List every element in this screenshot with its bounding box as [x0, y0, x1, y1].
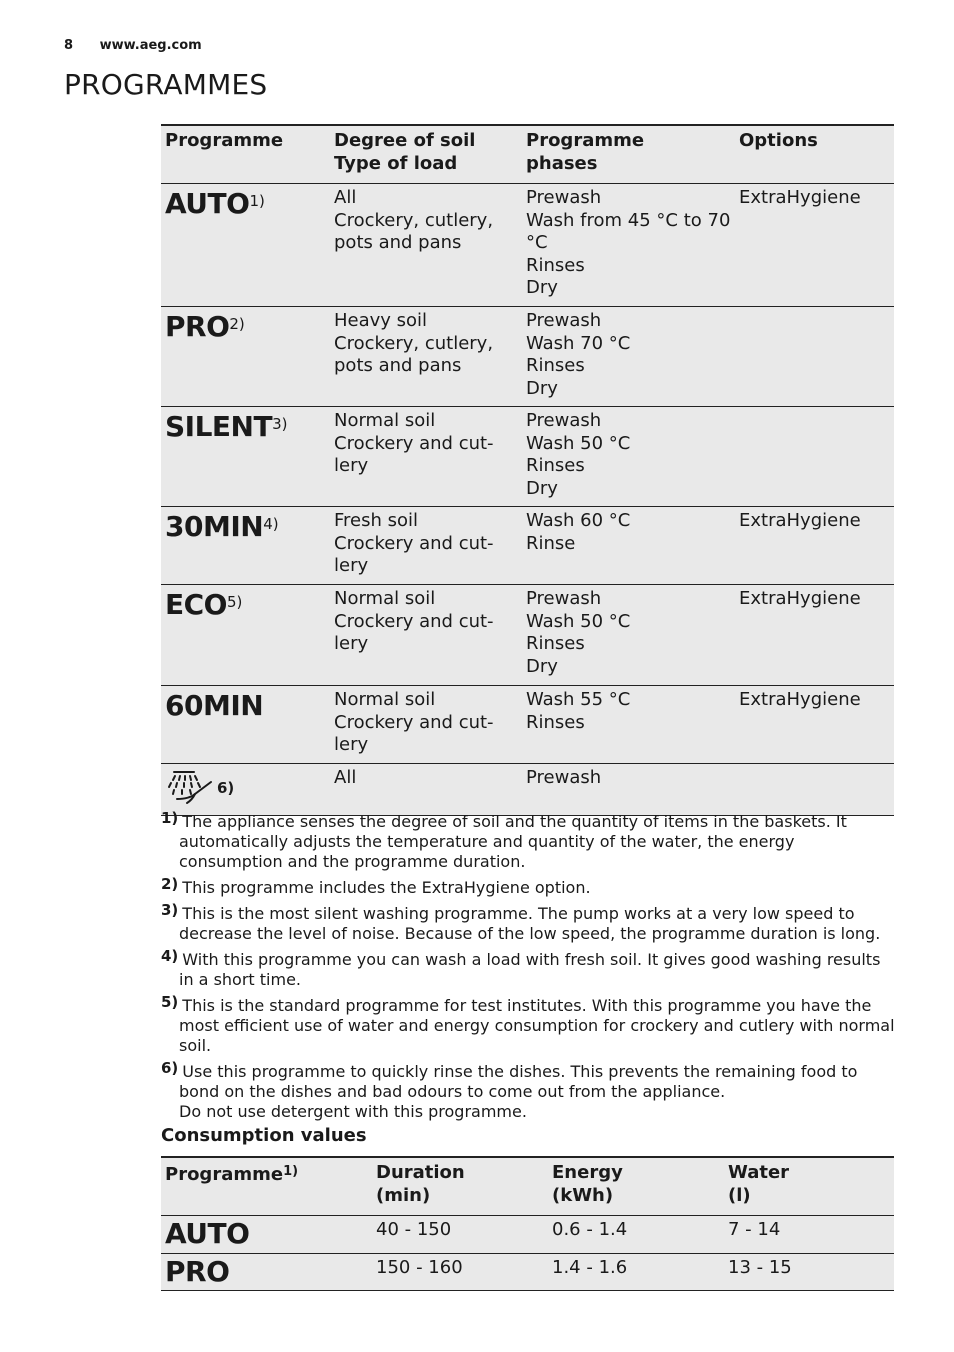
- options-cell: [735, 407, 894, 507]
- options-cell: [735, 764, 894, 816]
- col-header-programme: Programme$^{1)}$: [165, 1164, 299, 1185]
- water-cell: 7 - 14: [728, 1219, 781, 1240]
- options-cell: ExtraHygiene: [739, 187, 861, 208]
- programme-name: PRO$^{2)}$: [165, 310, 245, 343]
- table-row: [161, 307, 894, 407]
- footnote: 2) This programme includes the ExtraHygiene option.: [161, 875, 591, 897]
- table-row: [161, 686, 894, 764]
- energy-cell: 0.6 - 1.4: [552, 1219, 628, 1240]
- col-header-soil: Degree of soil Type of load: [334, 130, 476, 174]
- col-header-programme: Programme: [165, 130, 284, 151]
- programme-name: ECO$^{5)}$: [165, 588, 243, 621]
- consumption-table: [161, 1156, 894, 1291]
- options-cell: ExtraHygiene: [739, 510, 861, 531]
- page-header: [64, 38, 202, 53]
- duration-cell: 40 - 150: [376, 1219, 452, 1240]
- table-row: [161, 407, 894, 507]
- table-row: [161, 1253, 894, 1291]
- soil-cell: Heavy soil Crockery, cutlery, pots and pans: [334, 310, 494, 376]
- col-header-water: Water (l): [728, 1162, 790, 1206]
- water-cell: 13 - 15: [728, 1256, 792, 1278]
- programme-table: [161, 124, 894, 816]
- phases-cell: Wash 55 °C Rinses: [526, 689, 631, 733]
- footnote: 4) With this programme you can wash a load with fresh soil. It gives good washing results in a short time.: [161, 947, 881, 989]
- col-header-energy: Energy (kWh): [552, 1162, 623, 1206]
- footnotes: [161, 809, 896, 1128]
- programme-name: SILENT$^{3)}$: [165, 410, 288, 443]
- soil-cell: Normal soil Crockery and cut- lery: [334, 410, 494, 476]
- footnote: 5) This is the standard programme for test institutes. With this programme you have the most efficient use of water and energy consumption for crockery and cutlery with normal soil.: [161, 993, 895, 1055]
- programme-name: AUTO: [165, 1217, 250, 1250]
- consumption-table-header: [161, 1157, 894, 1216]
- programme-name: 60MIN: [165, 689, 264, 722]
- footnote: 3) This is the most silent washing programme. The pump works at a very low speed to decrease the level of noise. Because of the low speed, the programme duration is long.: [161, 901, 881, 943]
- page-title: PROGRAMMES: [64, 68, 268, 101]
- programme-name: PRO: [165, 1254, 230, 1288]
- website-url[interactable]: www.aeg.com: [99, 38, 202, 53]
- soil-cell: Normal soil Crockery and cut- lery: [334, 588, 494, 654]
- col-header-phases: Programme phases: [526, 130, 645, 174]
- footnote: 1) The appliance senses the degree of soil and the quantity of items in the baskets. It automatically adjusts the temperature and quantity of the water, the energy consumption and the programme duration.: [161, 809, 847, 871]
- programme-name: AUTO$^{1)}$: [165, 187, 265, 220]
- options-cell: [735, 307, 894, 407]
- footnote: 6) Use this programme to quickly rinse the dishes. This prevents the remaining food to bond on the dishes and bad odours to come out from the appliance. Do not use detergent with this programme.: [161, 1059, 858, 1121]
- table-row: [161, 585, 894, 686]
- phases-cell: Prewash Wash from 45 °C to 70 °C Rinses Dry: [526, 187, 731, 298]
- energy-cell: 1.4 - 1.6: [552, 1256, 628, 1278]
- col-header-options: Options: [739, 130, 818, 151]
- rinse-hold-icon: [165, 767, 215, 812]
- options-cell: ExtraHygiene: [739, 689, 861, 710]
- soil-cell: All Crockery, cutlery, pots and pans: [334, 187, 494, 253]
- consumption-heading: Consumption values: [161, 1125, 367, 1146]
- col-header-duration: Duration (min): [376, 1162, 465, 1206]
- programme-name: 6): [161, 764, 330, 816]
- duration-cell: 150 - 160: [376, 1256, 463, 1278]
- soil-cell: All: [334, 767, 357, 788]
- page-number: 8: [64, 38, 74, 53]
- phases-cell: Prewash: [526, 767, 602, 788]
- table-row: [161, 184, 894, 307]
- soil-cell: Normal soil Crockery and cut- lery: [334, 689, 494, 755]
- table-row: [161, 507, 894, 585]
- phases-cell: Prewash Wash 50 °C Rinses Dry: [526, 588, 631, 677]
- options-cell: ExtraHygiene: [739, 588, 861, 609]
- table-row: [161, 764, 894, 816]
- phases-cell: Wash 60 °C Rinse: [526, 510, 631, 554]
- programme-table-header: [161, 125, 894, 184]
- programme-name: 30MIN$^{4)}$: [165, 510, 279, 543]
- phases-cell: Prewash Wash 70 °C Rinses Dry: [526, 310, 631, 399]
- soil-cell: Fresh soil Crockery and cut- lery: [334, 510, 494, 576]
- table-row: [161, 1216, 894, 1254]
- phases-cell: Prewash Wash 50 °C Rinses Dry: [526, 410, 631, 499]
